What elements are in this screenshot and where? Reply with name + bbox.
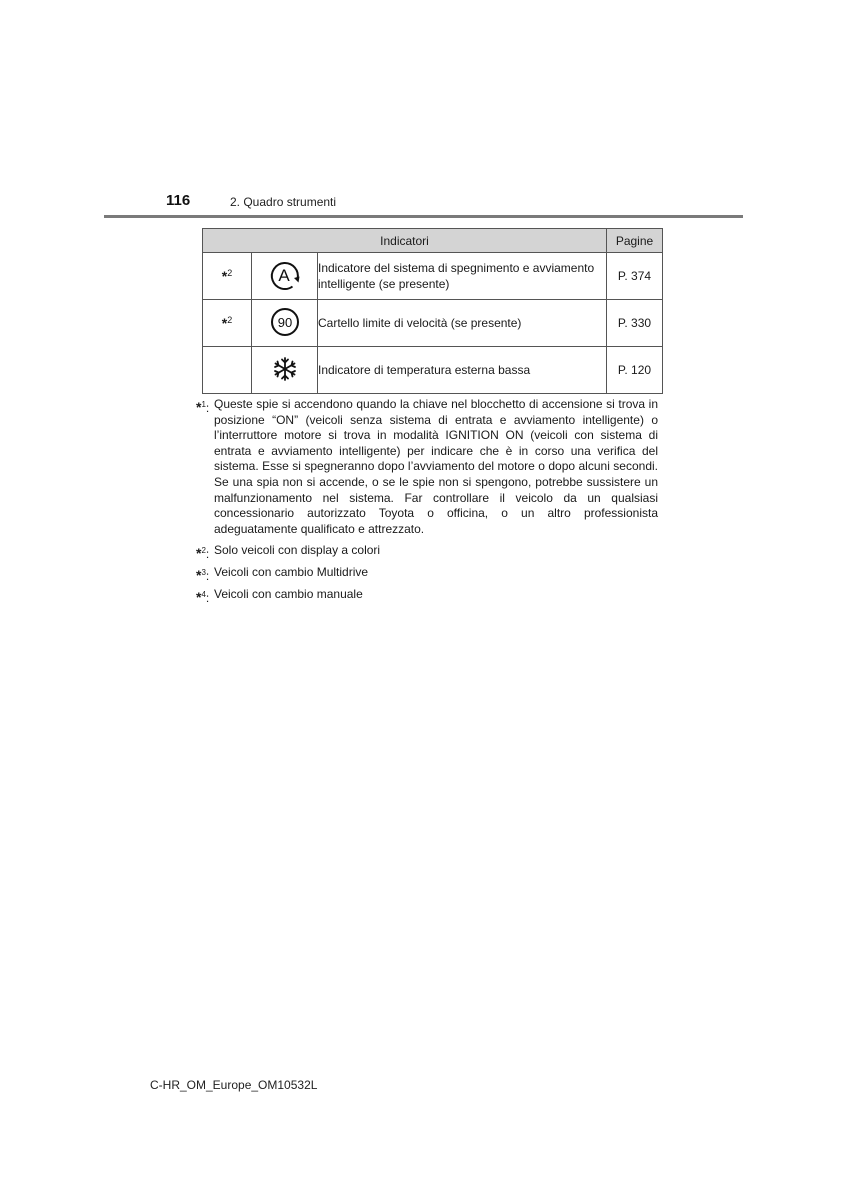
footnote-number: 1 <box>201 400 206 409</box>
svg-text:A: A <box>277 265 290 285</box>
footnote-key <box>196 565 209 585</box>
indicator-description: Indicatore del sistema di spegnimento e avviamento intelligente (se presente) <box>318 253 607 300</box>
footnote-number: 2 <box>201 546 206 556</box>
document-code: C-HR_OM_Europe_OM10532L <box>150 1078 318 1092</box>
footnote <box>196 565 658 581</box>
indicators-table <box>202 228 663 394</box>
header-pages: Pagine <box>607 229 663 253</box>
footnote-star: * <box>196 545 202 562</box>
footnote-text: Veicoli con cambio manuale <box>214 586 363 601</box>
indicator-description: Cartello limite di velocità (se presente) <box>318 300 607 347</box>
table-header-row <box>203 229 663 253</box>
footnote-star: * <box>196 588 202 605</box>
indicator-icon-cell <box>252 347 318 394</box>
header-rule <box>104 215 743 218</box>
footnote-key <box>196 587 209 607</box>
footnote-number: 4 <box>201 589 206 599</box>
footnote <box>196 543 658 562</box>
footnote-star: * <box>196 566 202 583</box>
mark-number: 2 <box>227 315 233 325</box>
footnote-text: Queste spie si accendono quando la chiave nel blocchetto di accensione si trova in posizione “ON” (veicoli senza sistema di entrata e avviamento intelligente) o l’interruttore motore si trova in modalità IGNITION ON (veicoli con sistema di entrata e avviamento intelligente) per indicare che è in corso una verifica del sistema. Esse si spegneranno dopo l’avviamento del motore o dopo alcuni secondi. Se una spia non si accende, o se le spie non si spengono, potrebbe sussistere un malfunzionamento nel sistema. Far controllare il veicolo da un qualsiasi concessionario autorizzato Toyota o officina, o un altro professionista adeguatamente qualificato e attrezzato. <box>214 397 658 536</box>
snowflake-icon <box>272 371 298 385</box>
page-reference: P. 120 <box>607 347 663 394</box>
page-reference: P. 374 <box>607 253 663 300</box>
page-number: 116 <box>166 192 191 209</box>
footnote-mark <box>203 300 252 347</box>
footnote-text: Veicoli con cambio Multidrive <box>214 564 369 579</box>
section-title: 2. Quadro strumenti <box>230 195 337 209</box>
footnote <box>196 587 658 603</box>
footnote-key <box>196 543 209 563</box>
speed-limit-value: 90 <box>277 314 292 330</box>
table-row <box>203 253 663 300</box>
indicator-icon-cell <box>252 253 318 300</box>
speed-limit-90-icon <box>270 314 300 340</box>
mark-star: * <box>221 268 228 284</box>
table-row <box>203 300 663 347</box>
footnote-star: * <box>196 399 202 415</box>
footnote-key <box>196 397 209 417</box>
table-row <box>203 347 663 394</box>
footnote-number: 3 <box>201 567 206 577</box>
footnote-mark <box>203 347 252 394</box>
footnote <box>196 397 658 537</box>
footnote-mark <box>203 253 252 300</box>
header-indicators: Indicatori <box>203 229 607 253</box>
mark-number: 2 <box>227 268 233 278</box>
footnote-text: Solo veicoli con display a colori <box>214 543 381 558</box>
mark-star: * <box>221 315 228 331</box>
footnote-separator: : <box>205 590 210 605</box>
footnote-separator: : <box>205 547 210 562</box>
page-reference: P. 330 <box>607 300 663 347</box>
indicator-description: Indicatore di temperatura esterna bassa <box>318 347 607 394</box>
footnotes <box>196 397 658 608</box>
footnote-separator: : <box>205 401 210 415</box>
footnote-separator: : <box>205 568 210 583</box>
auto-start-stop-icon <box>268 265 302 295</box>
indicator-icon-cell <box>252 300 318 347</box>
